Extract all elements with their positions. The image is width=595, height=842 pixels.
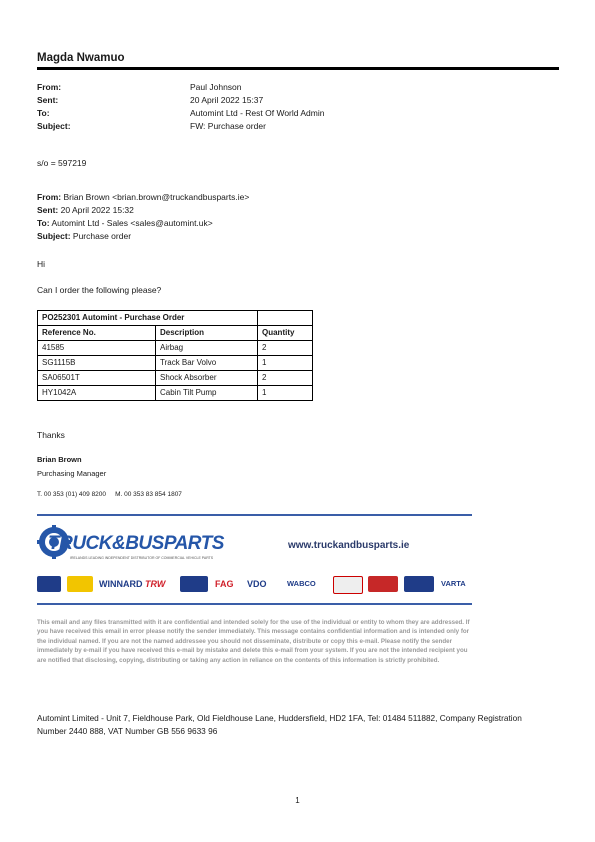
brand-trw: TRW bbox=[145, 579, 166, 589]
sent-label: Sent: bbox=[37, 95, 59, 105]
fwd-to bbox=[37, 218, 213, 228]
fwd-subject-label: Subject: bbox=[37, 231, 71, 241]
company-footer: Automint Limited - Unit 7, Fieldhouse Park, Old Fieldhouse Lane, Huddersfield, HD2 1FA, Tel: 01484 511882, Company Registration Number 2440 888, VAT Number GB 556 9633 96 bbox=[37, 713, 522, 736]
col-description-header: Description bbox=[156, 326, 258, 341]
partner-badge-icon bbox=[37, 576, 61, 592]
fwd-to-label: To: bbox=[37, 218, 50, 228]
table-row bbox=[38, 371, 313, 386]
brand-badge-icon bbox=[333, 576, 363, 594]
cell-reference: SG1115B bbox=[38, 356, 156, 371]
signature-rule-top bbox=[37, 514, 472, 516]
cell-description: Shock Absorber bbox=[156, 371, 258, 386]
cell-description: Airbag bbox=[156, 341, 258, 356]
brand-wabco: WABCO bbox=[287, 579, 316, 588]
fwd-to-value[interactable]: Automint Ltd - Sales <sales@automint.uk> bbox=[51, 218, 213, 228]
signature-phones bbox=[37, 491, 182, 498]
table-row bbox=[38, 386, 313, 401]
cell-quantity: 2 bbox=[258, 371, 313, 386]
brand-badge-icon bbox=[404, 576, 434, 592]
po-title-row bbox=[38, 311, 313, 326]
request-text: Can I order the following please? bbox=[37, 285, 162, 295]
brand-badge-icon bbox=[368, 576, 398, 592]
page-number: 1 bbox=[295, 796, 300, 805]
from-value: Paul Johnson bbox=[190, 82, 242, 92]
brand-winnard: WINNARD bbox=[99, 579, 143, 589]
fwd-sent-label: Sent: bbox=[37, 205, 59, 215]
website-link[interactable]: www.truckandbusparts.ie bbox=[288, 540, 410, 551]
fwd-from bbox=[37, 192, 249, 202]
subject-value: FW: Purchase order bbox=[190, 121, 266, 131]
luk-logo-icon bbox=[67, 576, 93, 592]
col-quantity-header: Quantity bbox=[258, 326, 313, 341]
partner-brands-strip bbox=[37, 572, 472, 596]
order-reference: s/o = 597219 bbox=[37, 158, 87, 168]
fwd-sent-value: 20 April 2022 15:32 bbox=[60, 205, 134, 215]
cell-reference: SA06501T bbox=[38, 371, 156, 386]
brand-tagline: IRELANDS LEADING INDEPENDENT DISTRIBUTOR OF COMMERCIAL VEHICLE PARTS bbox=[70, 556, 214, 560]
signature-mobile: M. 00 353 83 854 1807 bbox=[115, 491, 182, 498]
greeting: Hi bbox=[37, 259, 46, 269]
table-row bbox=[38, 356, 313, 371]
signature-phone: T. 00 353 (01) 409 8200 bbox=[37, 491, 107, 498]
signature-title: Purchasing Manager bbox=[37, 469, 107, 478]
brand-logo-text: TRUCK&BUSPARTS bbox=[48, 533, 224, 554]
brand-vdo: VDO bbox=[247, 579, 267, 589]
cell-reference: HY1042A bbox=[38, 386, 156, 401]
to-label: To: bbox=[37, 108, 50, 118]
purchase-order-table bbox=[37, 310, 313, 401]
thanks-text: Thanks bbox=[37, 430, 65, 440]
disclaimer-text: This email and any files transmitted with it are confidential and intended solely for the use of the individual or entity to whom they are addressed. If you have received this email in error please notify the sender immediately. This message contains confidential information and is intended only for the individual named. If you are not the named addressee you should not disseminate, distribute or copy this e-mail. Please notify the sender immediately by e-mail if you have received this e-mail by mistake and delete this e-mail from your system. If you are not the intended recipient you are notified that disclosing, copying, distributing or taking any action in reliance on the contents of this information is strictly prohibited. bbox=[37, 619, 470, 664]
po-title: PO252301 Automint - Purchase Order bbox=[38, 311, 258, 326]
signature-name: Brian Brown bbox=[37, 455, 82, 464]
to-value: Automint Ltd - Rest Of World Admin bbox=[190, 108, 325, 118]
brand-varta: VARTA bbox=[441, 579, 466, 588]
fwd-from-value[interactable]: Brian Brown <brian.brown@truckandbusparts.ie> bbox=[63, 192, 250, 202]
subject-label: Subject: bbox=[37, 121, 71, 131]
col-reference-header: Reference No. bbox=[38, 326, 156, 341]
sent-value: 20 April 2022 15:37 bbox=[190, 95, 264, 105]
cell-description: Cabin Tilt Pump bbox=[156, 386, 258, 401]
cell-quantity: 1 bbox=[258, 386, 313, 401]
cell-description: Track Bar Volvo bbox=[156, 356, 258, 371]
cell-reference: 41585 bbox=[38, 341, 156, 356]
fwd-subject bbox=[37, 231, 131, 241]
fwd-sent bbox=[37, 205, 134, 215]
po-header-row bbox=[38, 326, 313, 341]
cell-quantity: 1 bbox=[258, 356, 313, 371]
fwd-subject-value: Purchase order bbox=[72, 231, 132, 241]
signature-rule-bottom bbox=[37, 603, 472, 605]
fwd-from-label: From: bbox=[37, 192, 62, 202]
header-rule bbox=[37, 67, 559, 70]
from-label: From: bbox=[37, 82, 62, 92]
table-row bbox=[38, 341, 313, 356]
brand-badge-icon bbox=[180, 576, 208, 592]
brand-fag: FAG bbox=[215, 579, 234, 589]
sender-name: Magda Nwamuo bbox=[37, 52, 125, 64]
cell-quantity: 2 bbox=[258, 341, 313, 356]
